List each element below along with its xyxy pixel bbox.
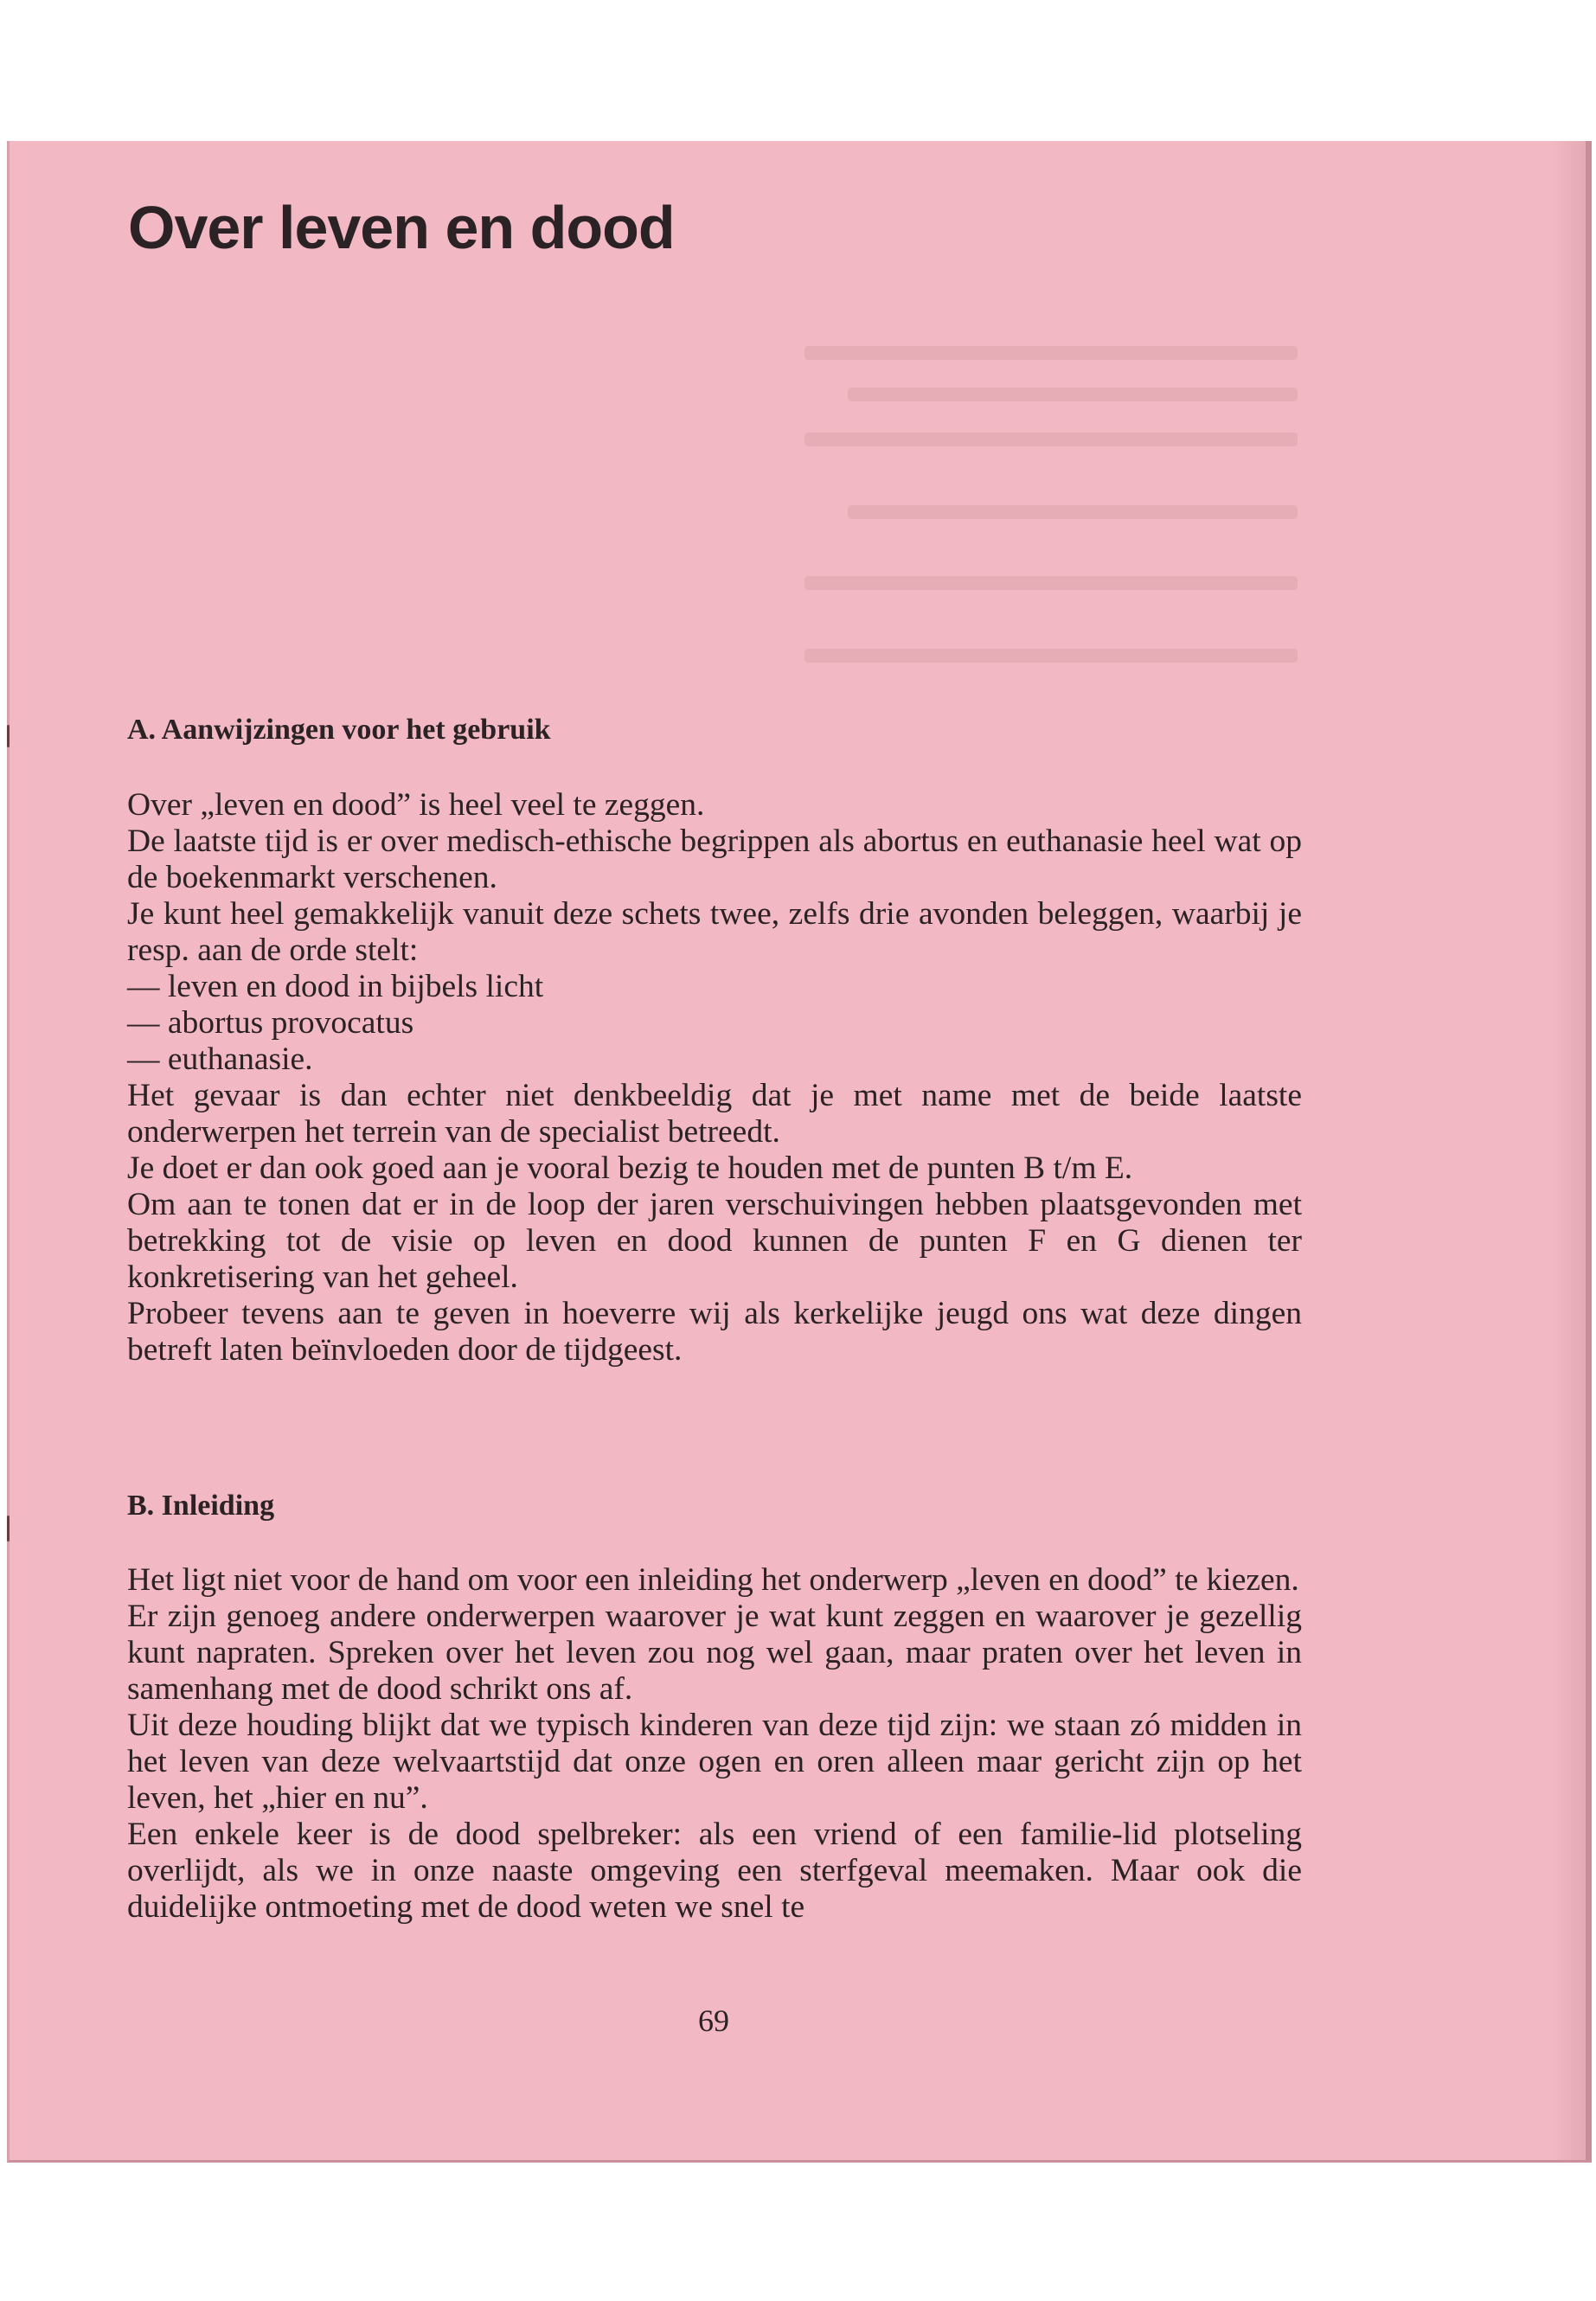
- page-title: Over leven en dood: [128, 194, 675, 261]
- paragraph: Je doet er dan ook goed aan je vooral bezig te houden met de punten B t/m E.: [127, 1150, 1133, 1186]
- show-through-line: [848, 505, 1298, 519]
- section-a-body: [127, 787, 1302, 1368]
- paragraph: Het gevaar is dan echter niet denkbeeldig dat je met name met de beide laatste onderwerpen het terrein van de specialist betreedt.: [127, 1078, 1302, 1150]
- paragraph: Het ligt niet voor de hand om voor een inleiding het onderwerp „leven en dood” te kiezen.: [127, 1562, 1299, 1598]
- binding-mark: [7, 1516, 10, 1541]
- section-b-heading: B. Inleiding: [127, 1490, 275, 1522]
- show-through-line: [804, 576, 1298, 590]
- paragraph: De laatste tijd is er over medisch-ethische begrippen als abortus en euthanasie heel wat op de boekenmarkt verschenen.: [127, 824, 1302, 895]
- paragraph: Om aan te tonen dat er in de loop der jaren verschuivingen hebben plaatsgevonden met betrekking tot de visie op leven en dood kunnen de punten F en G dienen ter konkretisering van het geheel.: [127, 1187, 1302, 1295]
- page-number: 69: [698, 2003, 729, 2038]
- paragraph: Probeer tevens aan te geven in hoeverre wij als kerkelijke jeugd ons wat deze dingen betreft laten beïnvloeden door de tijdgeest.: [127, 1296, 1302, 1368]
- binding-mark: [7, 725, 10, 747]
- show-through-line: [848, 388, 1298, 401]
- list-item: — leven en dood in bijbels licht: [127, 969, 544, 1004]
- list-item: — abortus provocatus: [127, 1005, 414, 1041]
- paragraph: Over „leven en dood” is heel veel te zeggen.: [127, 787, 705, 823]
- show-through-line: [804, 433, 1298, 446]
- paragraph: Je kunt heel gemakkelijk vanuit deze schets twee, zelfs drie avonden beleggen, waarbij je resp. aan de orde stelt:: [127, 896, 1302, 968]
- section-b-body: [127, 1562, 1302, 1926]
- show-through-line: [804, 649, 1298, 663]
- paragraph: Uit deze houding blijkt dat we typisch kinderen van deze tijd zijn: we staan zó midden in het leven van deze welvaartstijd dat onze ogen en oren alleen maar gericht zijn op het leven, het „hier en nu”.: [127, 1708, 1302, 1816]
- page-edge-shadow: [1551, 141, 1586, 2160]
- show-through-line: [804, 346, 1298, 360]
- paragraph: Een enkele keer is de dood spelbreker: als een vriend of een familie-lid plotseling overlijdt, als we in onze naaste omgeving een sterfgeval meemaken. Maar ook die duidelijke ontmoeting met de dood weten we snel te: [127, 1817, 1302, 1925]
- section-a-heading: A. Aanwijzingen voor het gebruik: [127, 714, 551, 746]
- paragraph: Er zijn genoeg andere onderwerpen waarover je wat kunt zeggen en waarover je gezellig kunt napraten. Spreken over het leven zou nog wel gaan, maar praten over het leven in samenhang met de dood schrikt ons af.: [127, 1599, 1302, 1707]
- list-item: — euthanasie.: [127, 1042, 313, 1077]
